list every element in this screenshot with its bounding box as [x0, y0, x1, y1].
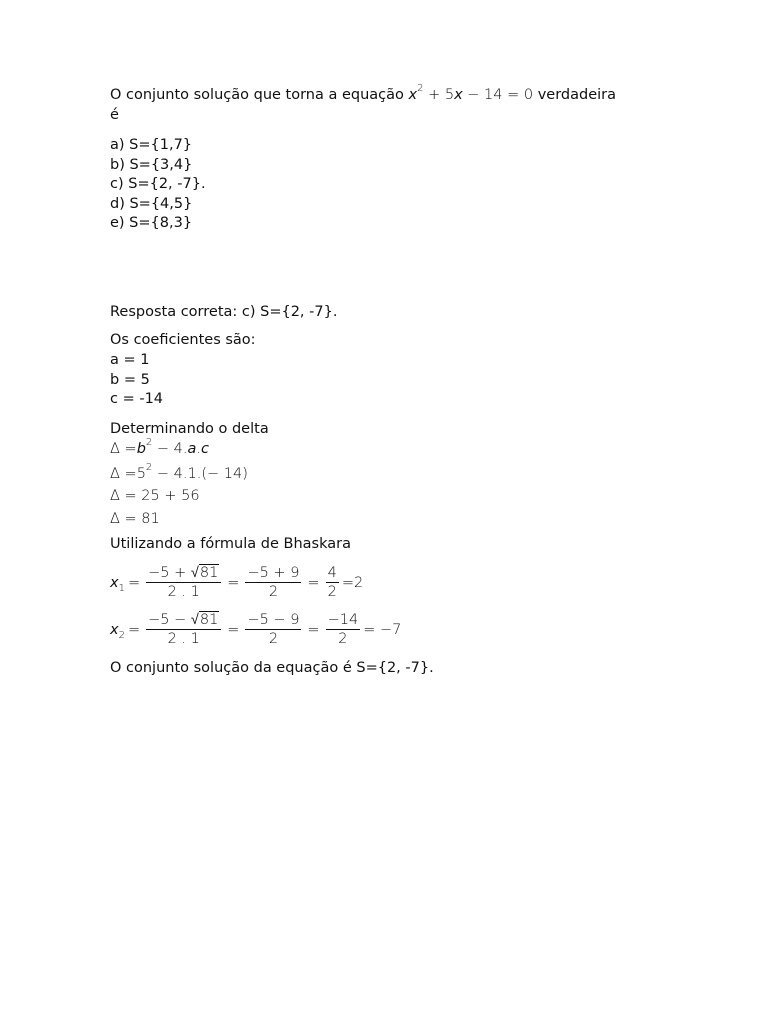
- question-equation: $x^2 + 5x - 14 = 0$: [408, 83, 534, 103]
- option-d: d) S={4,5}: [110, 196, 193, 212]
- coefficient-a: a = 1: [110, 352, 150, 368]
- delta-step-4: ∆ = 81: [110, 511, 160, 527]
- coefficients-heading: Os coeficientes são:: [110, 332, 256, 348]
- conclusion-line: O conjunto solução da equação é S={2, -7}.: [110, 660, 434, 676]
- x2-variable: $x_2$: [110, 621, 125, 641]
- bhaskara-heading: Utilizando a fórmula de Bhaskara: [110, 536, 351, 552]
- question-wrap: é: [110, 107, 119, 123]
- answer-line: Resposta correta: c) S={2, -7}.: [110, 304, 338, 320]
- x1-result: =2: [341, 574, 364, 591]
- x1-fraction-3: $\frac{4}{2}$: [327, 565, 337, 600]
- delta-step-1: ∆ $=b^2 - 4.a.c$: [110, 437, 209, 457]
- delta-heading: Determinando o delta: [110, 421, 269, 437]
- x1-fraction-1: $\frac{-5 + √81}{2 . 1}$: [146, 564, 221, 601]
- option-b: b) S={3,4}: [110, 157, 193, 173]
- option-e: e) S={8,3}: [110, 215, 193, 231]
- delta-step-2: ∆ $=5^2 - 4.1.(- 14)$: [110, 462, 248, 482]
- x2-result: = −7: [363, 621, 402, 638]
- x1-variable: $x_1$: [110, 574, 125, 594]
- delta-step-3: ∆ = 25 + 56: [110, 488, 200, 504]
- coefficient-c: c = -14: [110, 391, 164, 407]
- x1-fraction-2: $\frac{-5 + 9}{2}$: [247, 565, 300, 600]
- x2-fraction-1: $\frac{-5 - √81}{2 . 1}$: [146, 611, 221, 648]
- question-line: [110, 83, 617, 105]
- coefficient-b: b = 5: [110, 372, 150, 388]
- option-a: a) S={1,7}: [110, 137, 193, 153]
- x2-fraction-2: $\frac{-5 - 9}{2}$: [247, 612, 300, 647]
- x2-fraction-3: $\frac{-14}{2}$: [327, 612, 359, 647]
- option-c: c) S={2, -7}.: [110, 176, 206, 192]
- question-suffix: verdadeira: [537, 87, 617, 103]
- x1-equation: $x_1$ = $\frac{-5 + √81}{2 . 1}$ = $\frac{-5 + 9}{2}$ = $\frac{4}{2}$ =2: [110, 565, 364, 600]
- x2-equation: $x_2$ = $\frac{-5 - √81}{2 . 1}$ = $\frac{-5 - 9}{2}$ = $\frac{-14}{2}$ = −7: [110, 612, 402, 647]
- question-prefix: O conjunto solução que torna a equação: [110, 87, 404, 103]
